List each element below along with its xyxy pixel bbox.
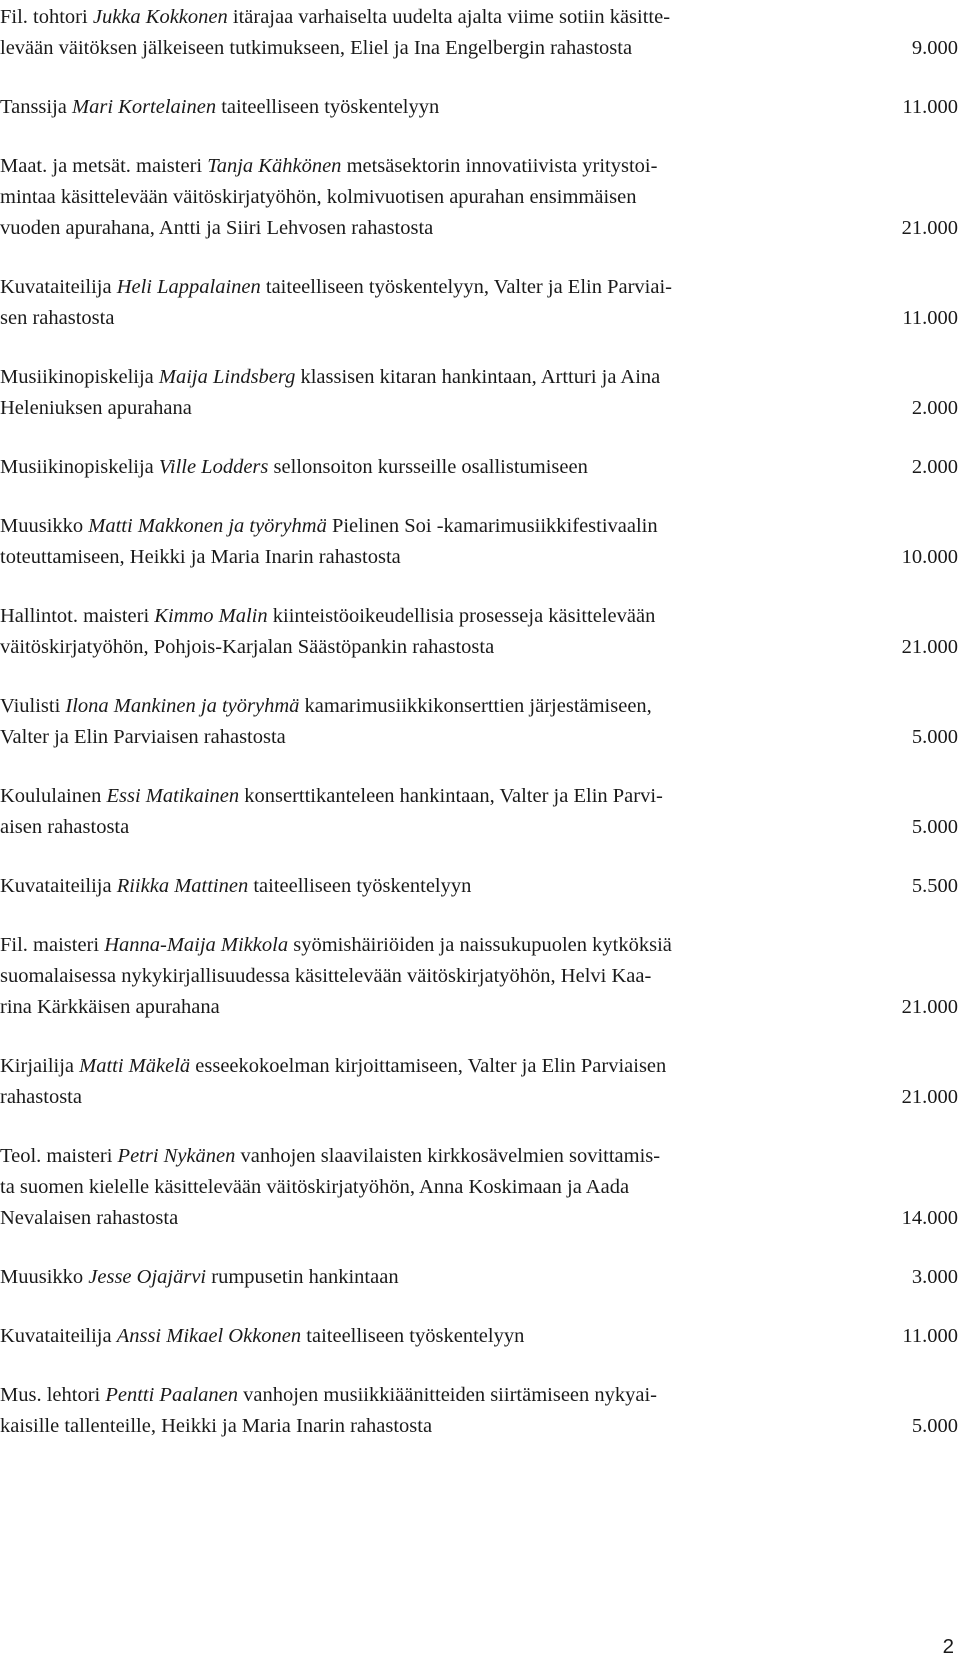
text-segment: kiinteistöoikeudellisia prosesseja käsittelevään [267,605,656,627]
description-line [0,1082,866,1113]
recipient-name: Matti Mäkelä [79,1055,191,1077]
text-segment: Koululainen [0,785,107,807]
grant-description [0,272,902,334]
grant-amount: 21.000 [901,996,958,1018]
description-line [0,1141,866,1172]
grant-amount: 5.000 [911,816,958,838]
description-line [0,151,866,182]
recipient-name: Essi Matikainen [106,785,240,807]
recipient-name: Petri Nykänen [117,1145,236,1167]
text-segment: Muusikko [0,515,89,537]
description-line [0,1172,866,1203]
grant-entry [0,362,958,424]
grant-entry [0,1262,958,1293]
grant-entry [0,871,958,902]
grant-description [0,511,902,573]
text-segment: Teol. maisteri [0,1145,118,1167]
text-segment: metsäsektorin innovatiivista yritystoi- [341,155,658,177]
grant-amount: 5.500 [911,875,958,897]
description-line [0,1051,866,1082]
grant-amount: 21.000 [901,1086,958,1108]
text-segment: suomalaisessa nykykirjallisuudessa käsittelevään väitöskirjatyöhön, Helvi Kaa- [0,965,652,987]
text-segment: vanhojen slaavilaisten kirkkosävelmien sovittamis- [235,1145,661,1167]
recipient-name: Pentti Paalanen [105,1384,238,1406]
text-segment: itärajaa varhaiselta uudelta ajalta viime sotiin käsitte- [227,6,671,28]
text-segment: Musiikinopiskelija [0,366,159,388]
text-segment: esseekokoelman kirjoittamiseen, Valter ja Elin Parviaisen [190,1055,667,1077]
grant-entry [0,930,958,1023]
text-segment: levään väitöksen jälkeiseen tutkimukseen, Eliel ja Ina Engelbergin rahastosta [0,37,633,59]
description-line [0,632,866,663]
description-line [0,542,866,573]
description-line [0,182,866,213]
description-line [0,812,876,843]
grant-description [0,452,912,483]
text-segment: Valter ja Elin Parviaisen rahastosta [0,726,286,748]
grant-amount: 2.000 [911,456,958,478]
recipient-name: Matti Makkonen ja työryhmä [88,515,327,537]
text-segment: taiteelliseen työskentelyyn [248,875,472,897]
grant-description [0,362,912,424]
recipient-name: Riikka Mattinen [116,875,249,897]
grant-entry [0,1051,958,1113]
grant-entry [0,691,958,753]
grant-amount: 14.000 [901,1207,958,1229]
grant-description [0,1380,912,1442]
text-segment: mintaa käsittelevään väitöskirjatyöhön, kolmivuotisen apurahan ensimmäisen [0,186,637,208]
description-line [0,2,876,33]
description-line [0,511,866,542]
description-line [0,1262,876,1293]
grant-amount: 5.000 [911,726,958,748]
text-segment: Viulisti [0,695,66,717]
grant-amount: 2.000 [911,397,958,419]
text-segment: taiteelliseen työskentelyyn, Valter ja Elin Parviai- [260,276,672,298]
grant-amount: 10.000 [901,546,958,568]
grant-amount: 11.000 [902,96,958,118]
recipient-name: Heli Lappalainen [116,276,261,298]
description-line [0,393,876,424]
description-line [0,303,866,334]
description-line [0,1411,876,1442]
text-segment: kamarimusiikkikonserttien järjestämiseen, [299,695,652,717]
description-line [0,961,866,992]
description-line [0,930,866,961]
text-segment: rina Kärkkäisen apurahana [0,996,220,1018]
text-segment: Musiikinopiskelija [0,456,159,478]
description-line [0,992,866,1023]
recipient-name: Mari Kortelainen [72,96,217,118]
description-line [0,691,876,722]
grant-description [0,781,912,843]
grant-amount: 21.000 [901,636,958,658]
description-line [0,871,876,902]
grant-description [0,92,902,123]
grant-entry [0,1321,958,1352]
text-segment: sen rahastosta [0,307,115,329]
description-line [0,781,876,812]
grant-entry [0,511,958,573]
text-segment: aisen rahastosta [0,816,130,838]
grant-description [0,1262,912,1293]
grant-description [0,930,902,1023]
text-segment: Muusikko [0,1266,89,1288]
recipient-name: Jukka Kokkonen [92,6,228,28]
text-segment: ta suomen kielelle käsittelevään väitöskirjatyöhön, Anna Koskimaan ja Aada [0,1176,630,1198]
description-line [0,1321,866,1352]
text-segment: Pielinen Soi -kamarimusiikkifestivaalin [326,515,658,537]
text-segment: rumpusetin hankintaan [206,1266,399,1288]
grant-description [0,2,912,64]
recipient-name: Jesse Ojajärvi [88,1266,207,1288]
text-segment: taiteelliseen työskentelyyn [301,1325,525,1347]
text-segment: väitöskirjatyöhön, Pohjois-Karjalan Säästöpankin rahastosta [0,636,495,658]
recipient-name: Ville Lodders [158,456,269,478]
text-segment: Fil. tohtori [0,6,93,28]
grant-amount: 5.000 [911,1415,958,1437]
text-segment: Hallintot. maisteri [0,605,155,627]
recipient-name: Ilona Mankinen ja työryhmä [65,695,300,717]
description-line [0,213,866,244]
grant-description [0,1321,902,1352]
text-segment: Kuvataiteilija [0,276,117,298]
text-segment: Kirjailija [0,1055,80,1077]
grant-amount: 3.000 [911,1266,958,1288]
recipient-name: Anssi Mikael Okkonen [116,1325,302,1347]
grant-entry [0,1141,958,1234]
description-line [0,92,866,123]
grant-entry [0,1380,958,1442]
recipient-name: Tanja Kähkönen [207,155,342,177]
text-segment: vanhojen musiikkiäänitteiden siirtämiseen nykyai- [238,1384,658,1406]
grant-description [0,601,902,663]
grant-entry [0,151,958,244]
text-segment: Kuvataiteilija [0,1325,117,1347]
grant-description [0,151,902,244]
recipient-name: Kimmo Malin [154,605,268,627]
description-line [0,601,866,632]
text-segment: Mus. lehtori [0,1384,106,1406]
text-segment: Fil. maisteri [0,934,105,956]
recipient-name: Maija Lindsberg [158,366,296,388]
description-line [0,33,876,64]
grant-entry [0,601,958,663]
text-segment: vuoden apurahana, Antti ja Siiri Lehvosen rahastosta [0,217,434,239]
text-segment: syömishäiriöiden ja naissukupuolen kytköksiä [288,934,672,956]
text-segment: Nevalaisen rahastosta [0,1207,179,1229]
grant-entry [0,92,958,123]
grant-amount: 11.000 [902,307,958,329]
grant-entry [0,2,958,64]
description-line [0,722,876,753]
grant-amount: 9.000 [911,37,958,59]
grant-amount: 11.000 [902,1325,958,1347]
grant-description [0,871,912,902]
text-segment: Kuvataiteilija [0,875,117,897]
description-line [0,362,876,393]
text-segment: sellonsoiton kursseille osallistumiseen [268,456,588,478]
text-segment: konserttikanteleen hankintaan, Valter ja Elin Parvi- [239,785,663,807]
description-line [0,1380,876,1411]
grant-description [0,1141,902,1234]
text-segment: Maat. ja metsät. maisteri [0,155,208,177]
grant-entry [0,781,958,843]
page-number: 2 [942,1635,954,1658]
grant-description [0,691,912,753]
text-segment: klassisen kitaran hankintaan, Artturi ja Aina [295,366,661,388]
text-segment: toteuttamiseen, Heikki ja Maria Inarin rahastosta [0,546,401,568]
text-segment: kaisille tallenteille, Heikki ja Maria Inarin rahastosta [0,1415,433,1437]
grant-description [0,1051,902,1113]
description-line [0,452,876,483]
grant-entry [0,452,958,483]
grant-amount: 21.000 [901,217,958,239]
description-line [0,1203,866,1234]
text-segment: Tanssija [0,96,73,118]
grant-list [0,2,958,1442]
grant-entry [0,272,958,334]
text-segment: taiteelliseen työskentelyyn [216,96,440,118]
recipient-name: Hanna-Maija Mikkola [104,934,289,956]
text-segment: Heleniuksen apurahana [0,397,192,419]
description-line [0,272,866,303]
text-segment: rahastosta [0,1086,82,1108]
